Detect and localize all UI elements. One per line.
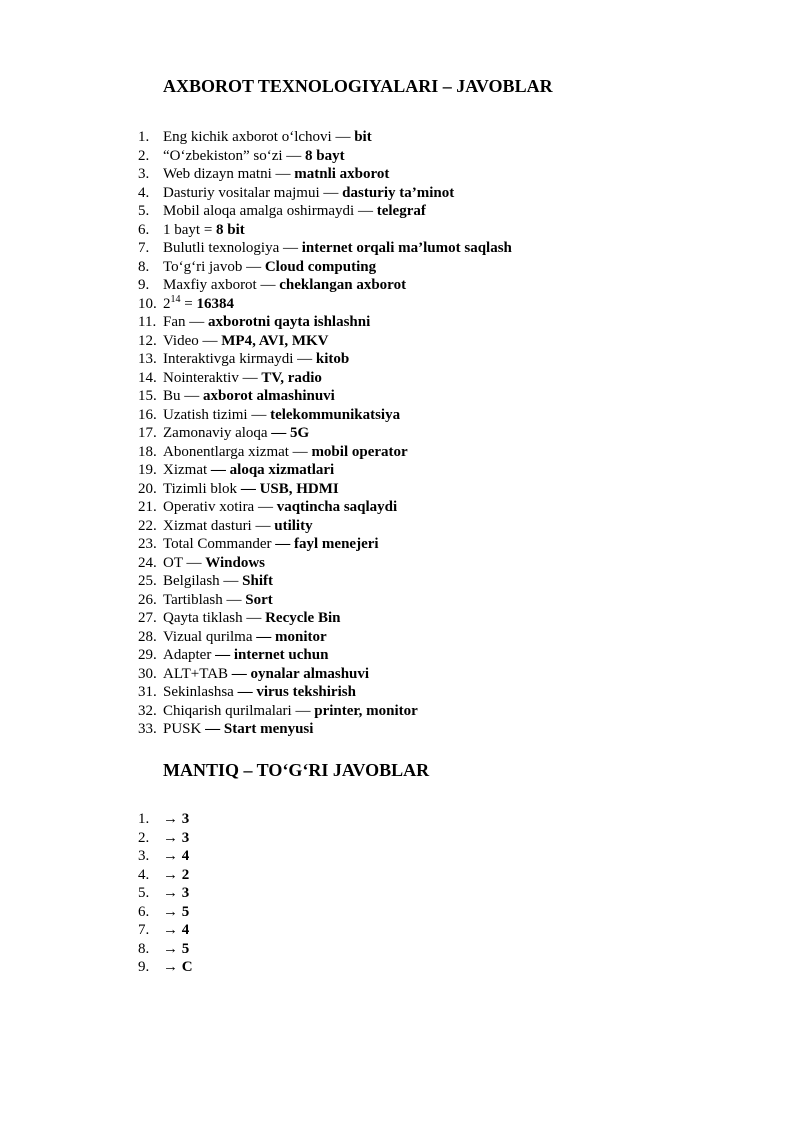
item-answer: telekommunikatsiya xyxy=(270,406,401,423)
item-number: 16. xyxy=(138,406,157,423)
item-text xyxy=(163,535,379,554)
item-text xyxy=(163,221,245,240)
item-text xyxy=(163,165,389,184)
item-text xyxy=(163,940,189,959)
item-answer: printer, monitor xyxy=(314,702,418,719)
item-question: Abonentlarga xizmat — xyxy=(163,443,312,460)
item-answer: matnli axborot xyxy=(294,166,390,182)
item-question: Tartiblash — xyxy=(163,591,246,608)
item-exponent: 14 xyxy=(170,293,181,305)
item-number: 8. xyxy=(138,940,150,957)
item-number: 25. xyxy=(138,573,157,589)
item-number: 6. xyxy=(138,221,150,238)
item-text xyxy=(163,387,335,406)
item-answer: vaqtincha saqlaydi xyxy=(276,499,398,515)
item-answer: C xyxy=(181,959,193,975)
item-question: 1 bayt = xyxy=(163,221,217,238)
item-question: Bulutli texnologiya — xyxy=(163,240,302,256)
item-question: Xizmat dasturi — xyxy=(163,517,275,534)
item-question: Adapter xyxy=(163,647,216,663)
item-answer: axborot almashinuvi xyxy=(203,388,335,404)
item-number: 15. xyxy=(138,388,157,404)
item-text xyxy=(163,591,273,610)
item-question: Vizual qurilma xyxy=(163,628,257,645)
item-number: 12. xyxy=(138,332,157,349)
item-number: 20. xyxy=(138,480,157,497)
item-question: → xyxy=(163,903,182,920)
item-question: → xyxy=(163,940,182,957)
item-number: 24. xyxy=(138,554,157,571)
item-text xyxy=(163,480,339,499)
item-number: 17. xyxy=(138,425,157,441)
item-question: → xyxy=(163,829,182,846)
item-text xyxy=(163,406,400,425)
item-number: 9. xyxy=(138,959,150,975)
section-title-mantiq: MANTIQ – TO‘G‘RI JAVOBLAR xyxy=(163,760,430,780)
item-question: Bu — xyxy=(163,388,204,404)
item-number: 23. xyxy=(138,536,157,552)
item-question: Xizmat xyxy=(163,462,211,478)
item-question: Qayta tiklash — xyxy=(163,610,266,626)
item-text xyxy=(163,295,234,314)
item-question: → xyxy=(163,885,182,901)
item-answer: bit xyxy=(354,129,372,145)
item-answer: 8 bayt xyxy=(305,147,345,164)
item-question: “O‘zbekiston” so‘zi — xyxy=(163,147,306,164)
item-text xyxy=(163,572,273,591)
item-number: 6. xyxy=(138,903,150,920)
item-number: 2. xyxy=(138,147,150,164)
item-text xyxy=(163,554,265,573)
item-text xyxy=(163,239,512,258)
item-number: 28. xyxy=(138,628,157,645)
item-question: 2 xyxy=(163,295,171,312)
item-text xyxy=(163,646,328,665)
item-answer: 16384 xyxy=(196,295,234,312)
item-question: Dasturiy vositalar majmui — xyxy=(163,184,343,201)
item-number: 7. xyxy=(138,922,150,938)
item-question-suffix: = xyxy=(180,295,197,312)
item-text xyxy=(163,665,369,684)
item-question: Belgilash — xyxy=(163,573,243,589)
item-question: PUSK xyxy=(163,721,206,737)
item-question: Chiqarish qurilmalari — xyxy=(163,702,315,719)
item-question: → xyxy=(163,866,182,883)
item-answer: 4 xyxy=(181,848,190,864)
item-text xyxy=(163,332,329,351)
item-number: 8. xyxy=(138,258,150,275)
item-text xyxy=(163,128,372,147)
item-answer: — oynalar almashuvi xyxy=(231,665,370,682)
item-answer: — monitor xyxy=(256,628,327,645)
item-answer: — 5G xyxy=(271,425,310,441)
item-answer: — Start menyusi xyxy=(205,721,314,737)
item-answer: Recycle Bin xyxy=(265,610,341,626)
item-answer: 4 xyxy=(181,922,190,938)
item-question: → xyxy=(163,922,182,938)
item-number: 13. xyxy=(138,351,157,367)
item-number: 31. xyxy=(138,684,157,700)
item-text xyxy=(163,369,322,388)
item-text xyxy=(163,276,406,295)
item-question: Total Commander xyxy=(163,536,276,552)
item-answer: cheklangan axborot xyxy=(279,277,407,293)
section-title-axborot: AXBOROT TEXNOLOGIYALARI – JAVOBLAR xyxy=(163,76,553,96)
item-question: Nointeraktiv — xyxy=(163,369,262,386)
item-number: 5. xyxy=(138,885,150,901)
item-number: 18. xyxy=(138,443,157,460)
item-text xyxy=(163,810,189,829)
item-question: Sekinlashsa xyxy=(163,684,238,700)
item-question: Fan — xyxy=(163,314,208,330)
item-text xyxy=(163,847,189,866)
item-answer: Windows xyxy=(205,554,265,571)
item-question: Uzatish tizimi — xyxy=(163,406,271,423)
item-answer: 3 xyxy=(181,885,190,901)
item-number: 30. xyxy=(138,665,157,682)
item-answer: dasturiy ta’minot xyxy=(342,184,455,201)
item-text xyxy=(163,921,189,940)
item-text xyxy=(163,498,397,517)
item-answer: internet orqali ma’lumot saqlash xyxy=(301,240,512,256)
item-number: 4. xyxy=(138,184,150,201)
item-question: OT — xyxy=(163,554,206,571)
item-answer: — fayl menejeri xyxy=(275,536,379,552)
item-answer: TV, radio xyxy=(261,369,322,386)
item-answer: 5 xyxy=(181,903,190,920)
item-question: Operativ xotira — xyxy=(163,499,277,515)
item-number: 33. xyxy=(138,721,157,737)
item-number: 21. xyxy=(138,499,157,515)
item-answer: Shift xyxy=(242,573,274,589)
item-text xyxy=(163,609,340,628)
item-number: 1. xyxy=(138,129,150,145)
item-answer: utility xyxy=(274,517,313,534)
item-text xyxy=(163,202,426,221)
item-number: 3. xyxy=(138,848,150,864)
item-text xyxy=(163,184,454,203)
item-number: 7. xyxy=(138,240,150,256)
item-question: Maxfiy axborot — xyxy=(163,277,280,293)
item-question: To‘g‘ri javob — xyxy=(163,258,265,275)
item-number: 10. xyxy=(138,295,157,312)
item-question: → xyxy=(163,811,182,827)
item-text xyxy=(163,866,189,885)
item-question: Tizimli blok xyxy=(163,480,241,497)
item-text xyxy=(163,147,345,166)
item-question: Interaktivga kirmaydi — xyxy=(163,351,316,367)
item-number: 27. xyxy=(138,610,157,626)
item-number: 29. xyxy=(138,647,157,663)
item-number: 14. xyxy=(138,369,157,386)
item-question: → xyxy=(163,959,182,975)
item-question: ALT+TAB xyxy=(163,665,232,682)
item-answer: 2 xyxy=(181,866,190,883)
item-question: → xyxy=(163,848,182,864)
item-text xyxy=(163,313,370,332)
item-answer: — internet uchun xyxy=(215,647,329,663)
item-number: 2. xyxy=(138,829,150,846)
item-text xyxy=(163,350,349,369)
item-number: 4. xyxy=(138,866,150,883)
item-text xyxy=(163,517,313,536)
item-answer: — USB, HDMI xyxy=(240,480,339,497)
item-number: 5. xyxy=(138,203,150,219)
item-number: 11. xyxy=(138,314,157,330)
item-text xyxy=(163,258,376,277)
item-answer: axborotni qayta ishlashni xyxy=(208,314,371,330)
item-question: Zamonaviy aloqa xyxy=(163,425,272,441)
item-answer: MP4, AVI, MKV xyxy=(221,332,329,349)
item-number: 19. xyxy=(138,462,157,478)
item-text xyxy=(163,461,334,480)
item-text xyxy=(163,958,193,977)
item-question: Eng kichik axborot o‘lchovi — xyxy=(163,129,355,145)
item-number: 22. xyxy=(138,517,157,534)
item-answer: 5 xyxy=(181,940,190,957)
item-number: 9. xyxy=(138,277,150,293)
item-question: Mobil aloqa amalga oshirmaydi — xyxy=(163,203,377,219)
item-text xyxy=(163,443,408,462)
item-answer: mobil operator xyxy=(311,443,408,460)
item-answer: — aloqa xizmatlari xyxy=(210,462,335,478)
item-number: 1. xyxy=(138,811,150,827)
item-text xyxy=(163,683,356,702)
item-answer: Cloud computing xyxy=(264,258,377,275)
item-answer: telegraf xyxy=(376,203,426,219)
item-answer: Sort xyxy=(245,591,273,608)
item-text xyxy=(163,702,418,721)
item-text xyxy=(163,829,189,848)
item-answer: 3 xyxy=(181,811,190,827)
item-text xyxy=(163,628,327,647)
item-answer: — virus tekshirish xyxy=(237,684,356,700)
item-question: Web dizayn matni — xyxy=(163,166,295,182)
item-answer: kitob xyxy=(315,351,350,367)
item-question: Video — xyxy=(163,332,222,349)
item-number: 26. xyxy=(138,591,157,608)
item-answer: 3 xyxy=(181,829,190,846)
item-text xyxy=(163,424,309,443)
item-text xyxy=(163,884,189,903)
item-answer: 8 bit xyxy=(216,221,245,238)
item-number: 32. xyxy=(138,702,157,719)
item-number: 3. xyxy=(138,166,150,182)
item-text xyxy=(163,903,189,922)
item-text xyxy=(163,720,313,739)
